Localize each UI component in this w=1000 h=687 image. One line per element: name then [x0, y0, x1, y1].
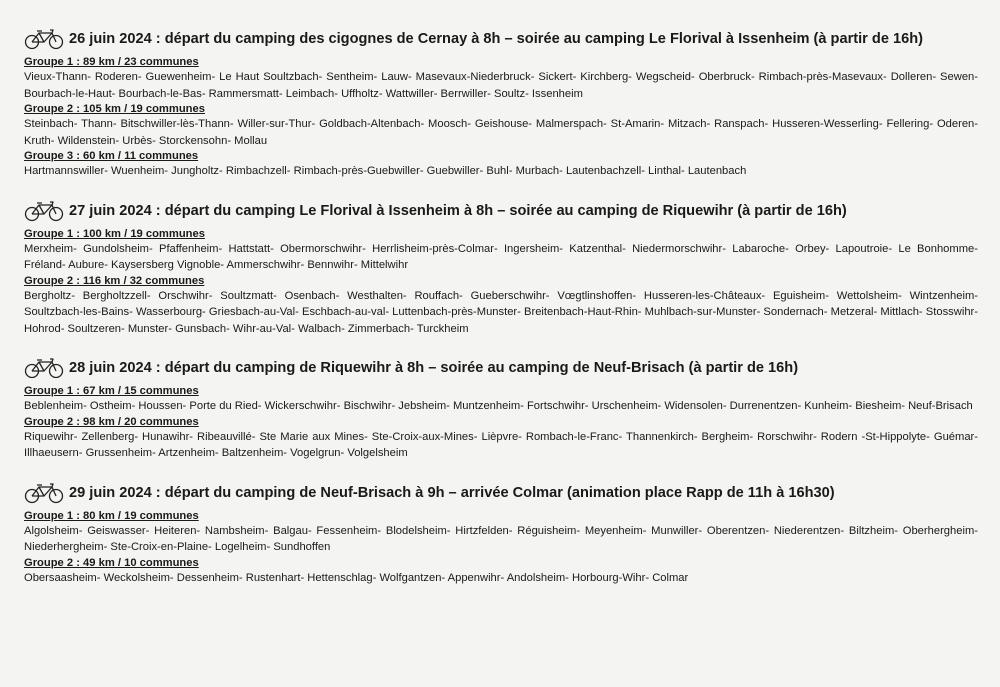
- group-communes: Beblenheim- Ostheim- Houssen- Porte du Ried- Wickerschwihr- Bischwihr- Jebsheim- Muntzenheim- Fortschwihr- Urschenheim- Widensolen- Durrenentzen- Kunheim- Biesheim- Neuf-Brisach: [24, 400, 973, 412]
- group-communes: Riquewihr- Zellenberg- Hunawihr- Ribeauvillé- Ste Marie aux Mines- Ste-Croix-aux-Mines- Lièpvre- Rombach-le-Franc- Thannenkirch- Bergheim- Rorschwihr- Rodern -St-Hippolyte- Guémar- Illhaeusern- Grussenheim- Artzenheim- Baltzenheim- Vogelgrun- Volgelsheim: [24, 430, 978, 459]
- group-label: Groupe 2 : 116 km / 32 communes: [24, 274, 205, 287]
- bicycle-icon: [24, 357, 64, 379]
- day-section-28-juin: [24, 356, 978, 462]
- group-block: [24, 56, 978, 102]
- bicycle-icon: [24, 482, 64, 504]
- day-title: 26 juin 2024 : départ du camping des cigognes de Cernay à 8h – soirée au camping Le Florival à Issenheim (à partir de 16h): [69, 31, 924, 47]
- group-communes: Algolsheim- Geiswasser- Heiteren- Nambsheim- Balgau- Fessenheim- Blodelsheim- Hirtzfelden- Réguisheim- Meyenheim- Munwiller- Oberentzen- Niederentzen- Biltzheim- Oberhergheim- Niederhergheim- Ste-Croix-en-Plaine- Logelheim- Sundhoffen: [24, 524, 978, 553]
- document-body: [24, 27, 978, 605]
- day-title: 27 juin 2024 : départ du camping Le Florival à Issenheim à 8h – soirée au camping de Riquewihr (à partir de 16h): [69, 202, 847, 219]
- group-label: Groupe 2 : 98 km / 20 communes: [24, 415, 199, 428]
- group-block: [24, 416, 978, 462]
- group-block: [24, 275, 978, 338]
- group-label: Groupe 1 : 89 km / 23 communes: [24, 56, 199, 68]
- bicycle-icon: [24, 28, 64, 50]
- group-label: Groupe 1 : 100 km / 19 communes: [24, 227, 205, 240]
- group-block: [24, 557, 978, 587]
- group-communes: Merxheim- Gundolsheim- Pfaffenheim- Hattstatt- Obermorschwihr- Herrlisheim-près-Colmar- Ingersheim- Katzenthal- Niedermorschwihr- Labaroche- Orbey- Lapoutroie- Le Bonhomme- Fréland- Aubure- Kaysersberg Vignoble- Ammerschwihr- Bennwihr- Mittelwihr: [24, 242, 978, 271]
- group-label: Groupe 1 : 67 km / 15 communes: [24, 385, 199, 397]
- day-section-27-juin: [24, 199, 978, 338]
- group-communes: Bergholtz- Bergholtzzell- Orschwihr- Soultzmatt- Osenbach- Westhalten- Rouffach- Gueberschwihr- Vœgtlinshoffen- Husseren-les-Châteaux- Eguisheim- Wettolsheim- Wintzenheim- Soultzbach-les-Bains- Wasserbourg- Griesbach-au-Val- Eschbach-au-val- Luttenbach-près-Munster- Breitenbach-Haut-Rhin- Muhlbach-sur-Munster- Sondernach- Metzeral- Mittlach- Stosswihr- Hohrod- Soultzeren- Munster- Gunsbach- Wihr-au-Val- Walbach- Zimmerbach- Turckheim: [24, 289, 978, 335]
- day-section-29-juin: [24, 481, 978, 587]
- group-block: [24, 103, 978, 149]
- group-communes: Hartmannswiller- Wuenheim- Jungholtz- Rimbachzell- Rimbach-près-Guebwiller- Guebwiller- Buhl- Murbach- Lautenbachzell- Linthal- Lautenbach: [24, 165, 747, 177]
- bicycle-icon: [24, 200, 64, 222]
- group-communes: Steinbach- Thann- Bitschwiller-lès-Thann- Willer-sur-Thur- Goldbach-Altenbach- Moosch- Geishouse- Malmerspach- St-Amarin- Mitzach- Ranspach- Husseren-Wesserling- Fellering- Oderen- Kruth- Wildenstein- Urbès- Storckensohn- Mollau: [24, 118, 978, 147]
- group-block: [24, 385, 978, 415]
- group-communes: Vieux-Thann- Roderen- Guewenheim- Le Haut Soultzbach- Sentheim- Lauw- Masevaux-Niederbruck- Sickert- Kirchberg- Wegscheid- Oberbruck- Rimbach-près-Masevaux- Dolleren- Sewen- Bourbach-le-Haut- Bourbach-le-Bas- Rammersmatt- Leimbach- Uffholtz- Wattwiller- Berrwiller- Soultz- Issenheim: [24, 71, 978, 100]
- group-block: [24, 228, 978, 274]
- day-header: [24, 199, 978, 223]
- group-label: Groupe 3 : 60 km / 11 communes: [24, 150, 199, 162]
- group-label: Groupe 1 : 80 km / 19 communes: [24, 509, 199, 522]
- day-header: [24, 356, 978, 380]
- group-label: Groupe 2 : 105 km / 19 communes: [24, 103, 205, 115]
- day-title: 28 juin 2024 : départ du camping de Riquewihr à 8h – soirée au camping de Neuf-Brisach (à partir de 16h): [69, 360, 799, 376]
- day-section-26-juin: [24, 27, 978, 180]
- day-header: [24, 27, 978, 51]
- day-title: 29 juin 2024 : départ du camping de Neuf-Brisach à 9h – arrivée Colmar (animation place Rapp de 11h à 16h30): [69, 484, 835, 501]
- day-header: [24, 481, 978, 505]
- group-label: Groupe 2 : 49 km / 10 communes: [24, 556, 199, 569]
- group-communes: Obersaasheim- Weckolsheim- Dessenheim- Rustenhart- Hettenschlag- Wolfgantzen- Appenwihr- Andolsheim- Horbourg-Wihr- Colmar: [24, 571, 689, 584]
- group-block: [24, 510, 978, 556]
- group-block: [24, 150, 978, 180]
